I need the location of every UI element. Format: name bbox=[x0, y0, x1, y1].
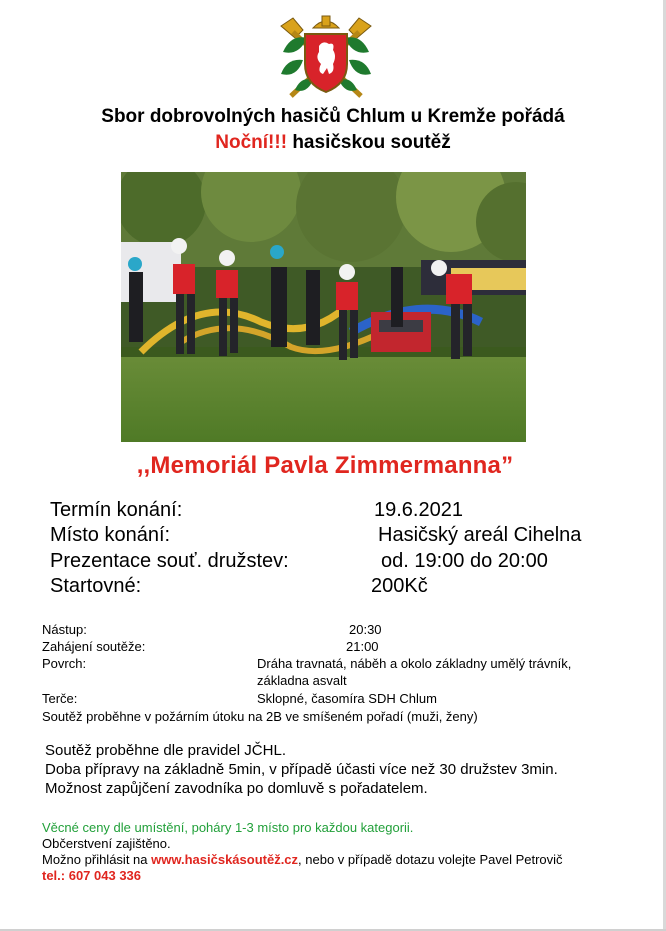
schedule-label-lineup: Nástup: bbox=[42, 622, 87, 637]
rule-line-1: Soutěž proběhne dle pravidel JČHL. bbox=[45, 742, 286, 759]
schedule-label-targets: Terče: bbox=[42, 691, 78, 706]
schedule-label-surface: Povrch: bbox=[42, 656, 87, 671]
event-type-line bbox=[0, 132, 666, 154]
detail-label-place: Místo konání: bbox=[50, 524, 171, 546]
detail-label-date: Termín konání: bbox=[50, 499, 183, 521]
signup-website-link[interactable]: www.hasičskásoutěž.cz bbox=[151, 852, 299, 867]
refreshments-note: Občerstvení zajištěno. bbox=[42, 836, 171, 851]
rule-line-3: Možnost zapůjčení zavodníka po domluvě s pořadatelem. bbox=[45, 780, 428, 797]
format-note: Soutěž proběhne v požárním útoku na 2B ve smíšeném pořadí (muži, ženy) bbox=[42, 709, 478, 724]
schedule-label-start: Zahájení soutěže: bbox=[42, 639, 146, 654]
signup-line bbox=[42, 852, 563, 867]
schedule-value-surface: Dráha travnatá, náběh a okolo základny umělý trávník, bbox=[257, 656, 572, 671]
event-type-text: hasičskou soutěž bbox=[287, 132, 451, 153]
prizes-note: Věcné ceny dle umístění, poháry 1-3 místo pro každou kategorii. bbox=[42, 820, 414, 835]
schedule-value-targets: Sklopné, časomíra SDH Chlum bbox=[257, 691, 437, 706]
rule-line-2: Doba přípravy na základně 5min, v případě účasti více než 30 družstev 3min. bbox=[45, 761, 558, 778]
event-highlight: Noční!!! bbox=[215, 132, 288, 153]
event-title: ,,Memoriál Pavla Zimmermanna” bbox=[136, 452, 514, 479]
detail-value-registration: od. 19:00 do 20:00 bbox=[381, 550, 548, 572]
detail-label-fee: Startovné: bbox=[50, 575, 142, 597]
phone-number[interactable]: tel.: 607 043 336 bbox=[42, 868, 142, 883]
signup-suffix: , nebo v případě dotazu volejte Pavel Petrovič bbox=[298, 852, 563, 867]
competition-photo bbox=[121, 172, 526, 442]
fire-brigade-emblem-icon bbox=[273, 12, 379, 102]
schedule-value-start: 21:00 bbox=[346, 639, 379, 654]
schedule-value-surface-2: základna asvalt bbox=[257, 673, 347, 688]
signup-prefix: Možno přihlásit na bbox=[42, 852, 152, 867]
detail-value-place: Hasičský areál Cihelna bbox=[378, 524, 582, 546]
organizer-line bbox=[0, 106, 666, 128]
detail-value-date: 19.6.2021 bbox=[374, 499, 463, 521]
schedule-value-lineup: 20:30 bbox=[349, 622, 382, 637]
detail-label-registration: Prezentace souť. družstev: bbox=[50, 550, 289, 572]
detail-value-fee: 200Kč bbox=[371, 575, 428, 597]
organizer-text: Sbor dobrovolných hasičů Chlum u Kremže pořádá bbox=[101, 106, 565, 127]
